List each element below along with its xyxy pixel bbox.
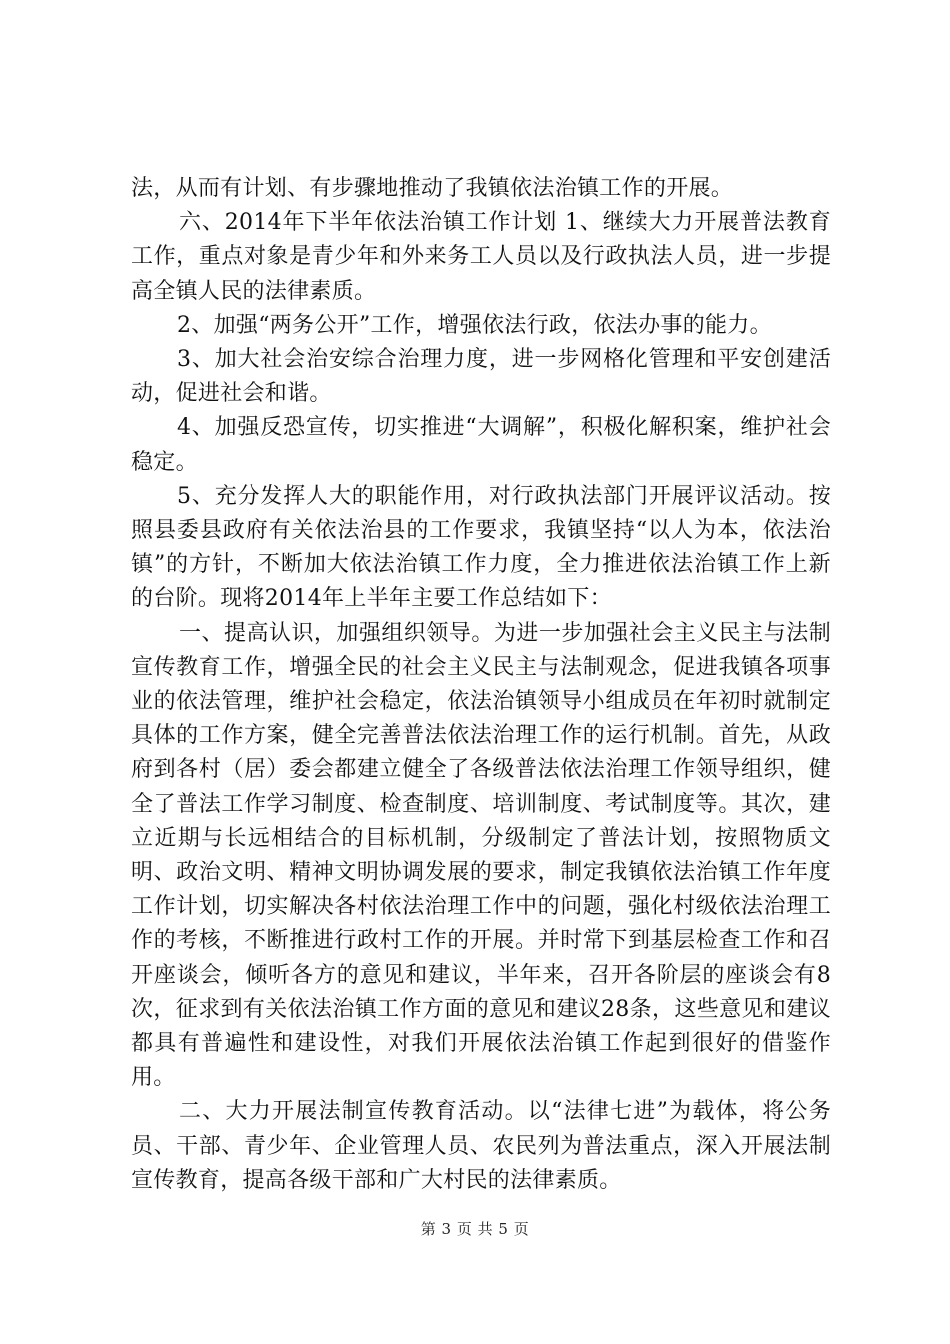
paragraph-continuation: 法，从而有计划、有步骤地推动了我镇依法治镇工作的开展。 xyxy=(131,176,734,201)
paragraph-section-one: 一、提高认识，加强组织领导。为进一步加强社会主义民主与法制宣传教育工作，增强全民的社会主义民主与法制观念，促进我镇各项事业的依法管理，维护社会稳定，依法治镇领导小组成员在年初时就制定具体的工作方案，健全完善普法依法治理工作的运行机制。首先，从政府到各村（居）委会都建立健全了各级普法依法治理工作领导组织，健全了普法工作学习制度、检查制度、培训制度、考试制度等。其次，建立近期与长远相结合的目标机制，分级制定了普法计划，按照物质文明、政治文明、精神文明协调发展的要求，制定我镇依法治镇工作年度工作计划，切实解决各村依法治理工作中的问题，强化村级依法治理工作的考核，不断推进行政村工作的开展。并时常下到基层检查工作和召开座谈会，倾听各方的意见和建议，半年来，召开各阶层的座谈会有8次，征求到有关依法治镇工作方面的意见和建议28条，这些意见和建议都具有普遍性和建设性，对我们开展依法治镇工作起到很好的借鉴作用。 xyxy=(131,620,831,1091)
paragraph-plan-item-2: 2、加强“两务公开”工作，增强依法行政，依法办事的能力。 xyxy=(177,312,772,338)
paragraph-section-two: 二、大力开展法制宣传教育活动。以“法律七进”为载体，将公务员、干部、青少年、企业管理人员、农民列为普法重点，深入开展法制宣传教育，提高各级干部和广大村民的法律素质。 xyxy=(131,1099,831,1193)
paragraph-plan-item-5: 5、充分发挥人大的职能作用，对行政执法部门开展评议活动。按照县委县政府有关依法治县的工作要求，我镇坚持“以人为本，依法治镇”的方针，不断加大依法治镇工作力度，全力推进依法治镇工作上新的台阶。现将2014年上半年主要工作总结如下： xyxy=(131,483,831,612)
document-body xyxy=(131,172,831,1198)
page-number-footer: 第 3 页 共 5 页 xyxy=(420,1220,530,1238)
paragraph-plan-heading: 六、2014年下半年依法治镇工作计划 1、继续大力开展普法教育工作，重点对象是青少年和外来务工人员以及行政执法人员，进一步提高全镇人民的法律素质。 xyxy=(131,210,831,304)
paragraph-plan-item-3: 3、加大社会治安综合治理力度，进一步网格化管理和平安创建活动，促进社会和谐。 xyxy=(131,347,831,407)
paragraph-plan-item-4: 4、加强反恐宣传，切实推进“大调解”，积极化解积案，维护社会稳定。 xyxy=(131,415,831,475)
